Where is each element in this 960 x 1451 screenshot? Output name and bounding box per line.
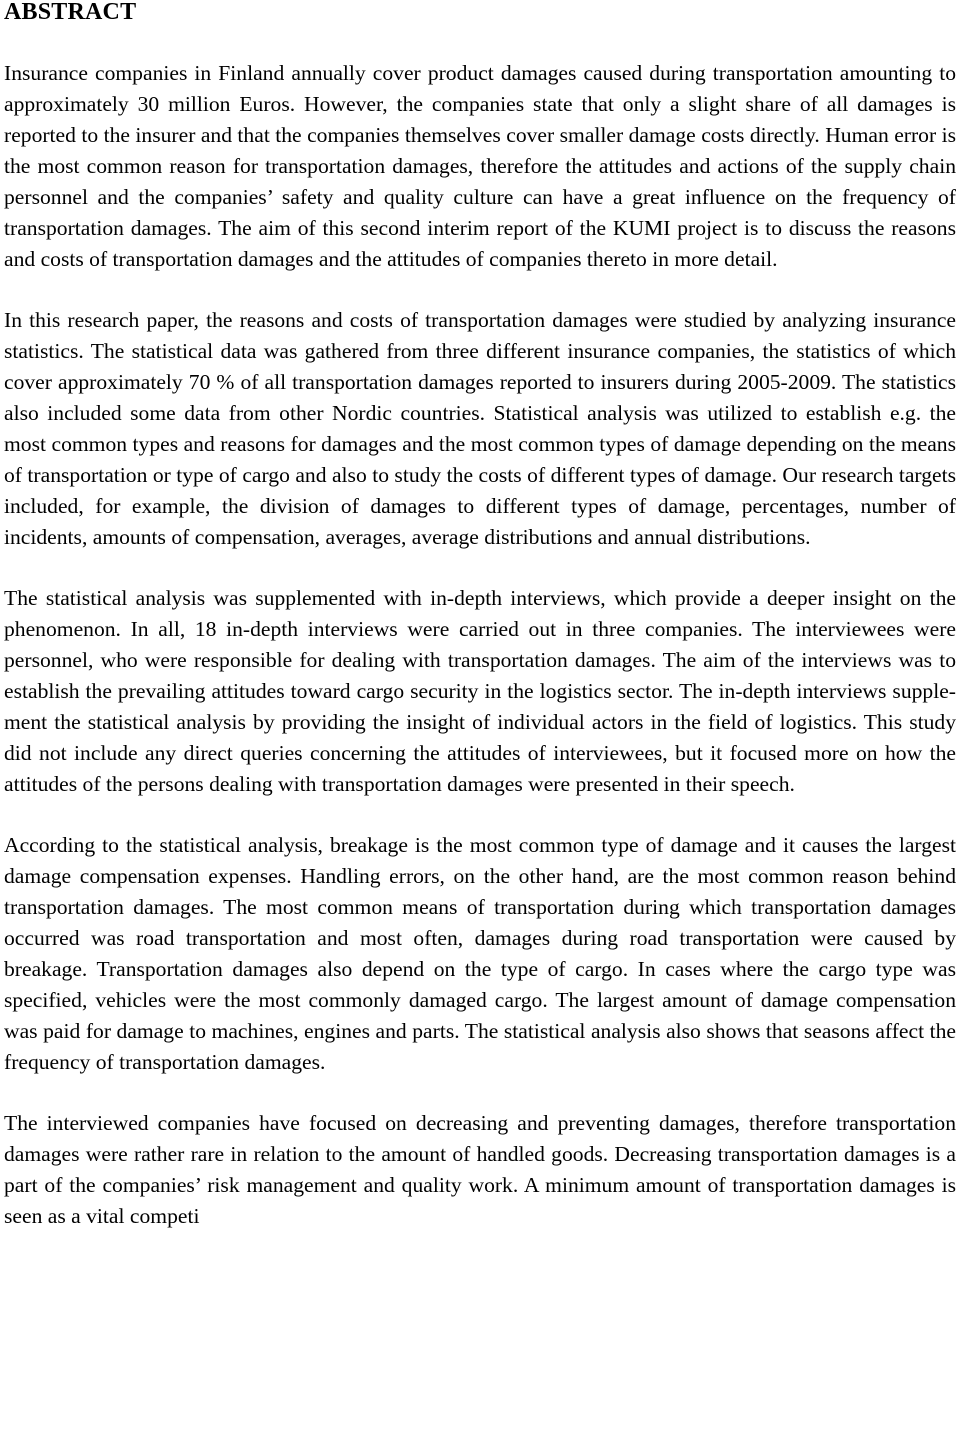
abstract-body bbox=[4, 58, 956, 1232]
paragraph-1: Insurance companies in Finland annually cover product damages caused during transportation amounting to approximately 30 million Euros. However, the companies state that only a slight share of all damages is reported to the insurer and that the companies themselves cover smaller damage costs directly. Human error is the most common reason for transportation damages, therefore the attitudes and actions of the supply chain personnel and the companies’ safety and quality culture can have a great influence on the frequency of transportation damages. The aim of this second interim report of the KUMI project is to discuss the reasons and costs of transportation damages and the attitudes of companies thereto in more detail. bbox=[4, 61, 956, 271]
paragraph-2: In this research paper, the reasons and costs of transportation damages were studied by analyzing insurance statistics. The statistical data was gathered from three different insurance companies, the statistics of which cover approximately 70 % of all transportation damages reported to insurers during 2005-2009. The statistics also included some data from other Nordic countries. Statistical analysis was utilized to establish e.g. the most common types and reasons for damages and the most common types of damage depending on the means of transportation or type of cargo and also to study the costs of different types of damage. Our research targets included, for example, the division of damages to different types of damage, percentages, number of incidents, amounts of compensation, averages, average distributions and annual distributions. bbox=[4, 308, 956, 549]
paragraph-4: According to the statistical analysis, breakage is the most common type of damage and it causes the largest damage compensation expenses. Handling errors, on the other hand, are the most common reason behind transportation damages. The most common means of transportation during which transportation damages occurred was road transportation and most often, damages during road transportation were caused by breakage. Transportation damages also depend on the type of cargo. In cases where the cargo type was specified, vehicles were the most commonly damaged cargo. The largest amount of damage compensation was paid for damage to machines, engines and parts. The statistical analysis also shows that seasons affect the frequency of transportation damages. bbox=[4, 833, 956, 1074]
section-heading: ABSTRACT bbox=[4, 0, 137, 25]
paragraph-5: The interviewed companies have focused on decreasing and preventing damages, therefore transportation damages were rather rare in relation to the amount of handled goods. Decreasing transportation damages is a part of the companies’ risk management and quality work. A minimum amount of transportation damages is seen as a vital competi bbox=[4, 1111, 956, 1228]
paragraph-3: The statistical analysis was supplemented with in-depth interviews, which provide a deeper insight on the phenomenon. In all, 18 in-depth interviews were carried out in three companies. The interviewees were personnel, who were responsible for dealing with transportation damages. The aim of the interviews was to establish the prevailing attitudes toward cargo security in the logistics sector. The in-depth interviews supplement the statistical analysis by providing the insight of individual actors in the field of logistics. This study did not include any direct queries concerning the attitudes of interviewees, but it focused more on how the attitudes of the persons dealing with transportation damages were presented in their speech. bbox=[4, 586, 956, 796]
